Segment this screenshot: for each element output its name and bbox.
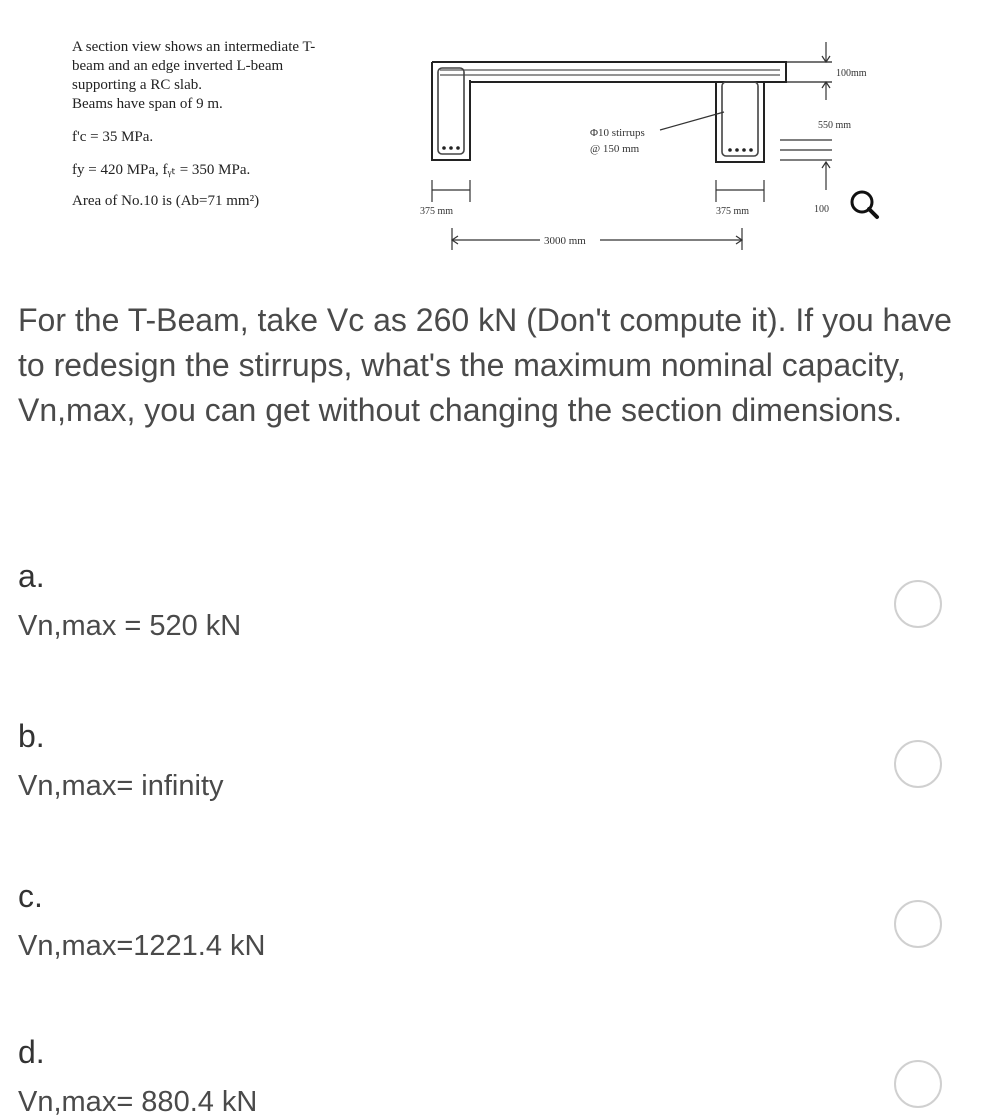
label-slab-thickness: 100mm [836,68,867,79]
label-bottom-right: 100 [814,204,829,215]
given-line-6: fy = 420 MPa, fᵧₜ = 350 MPa. [72,162,251,178]
given-line-5: f'c = 35 MPa. [72,129,154,145]
t-beam-outline [716,82,764,162]
label-stirrups-2: @ 150 mm [590,143,640,155]
label-span: 3000 mm [544,235,586,247]
option-d-letter: d. [18,1034,45,1070]
given-line-4: Beams have span of 9 m. [72,96,223,112]
option-c-letter: c. [18,878,43,914]
option-b-text: Vn,max= infinity [18,770,224,802]
beam-section-diagram [0,0,990,280]
option-b[interactable] [18,718,958,838]
option-c-radio[interactable] [894,900,942,948]
given-line-1: A section view shows an intermediate T- [72,39,316,55]
label-beam-depth: 550 mm [818,120,852,131]
label-right-width: 375 mm [716,206,750,217]
problem-figure [0,0,990,280]
option-a[interactable] [18,558,958,678]
question-text: For the T-Beam, take Vc as 260 kN (Don't compute it). If you have to redesign the stirrups, what's the maximum nominal capacity, Vn,max, you can get without changing the section dimensions. [18,302,952,428]
option-c[interactable] [18,878,958,998]
option-a-text: Vn,max = 520 kN [18,610,242,642]
option-c-text: Vn,max=1221.4 kN [18,930,266,962]
option-b-radio[interactable] [894,740,942,788]
label-stirrups-1: Φ10 stirrups [590,127,645,139]
t-beam-stirrup [722,82,758,156]
given-line-3: supporting a RC slab. [72,77,202,93]
option-d[interactable] [18,1034,958,1118]
l-beam-stirrup [438,68,464,154]
option-d-radio[interactable] [894,1060,942,1108]
option-a-radio[interactable] [894,580,942,628]
option-b-letter: b. [18,718,45,754]
magnifier-icon[interactable] [852,192,877,217]
option-d-text: Vn,max= 880.4 kN [18,1086,258,1118]
slab-outline [432,62,786,82]
given-line-7: Area of No.10 is (Ab=71 mm²) [72,193,260,209]
label-left-width: 375 mm [420,206,454,217]
given-line-2: beam and an edge inverted L-beam [72,58,284,74]
option-a-letter: a. [18,558,45,594]
